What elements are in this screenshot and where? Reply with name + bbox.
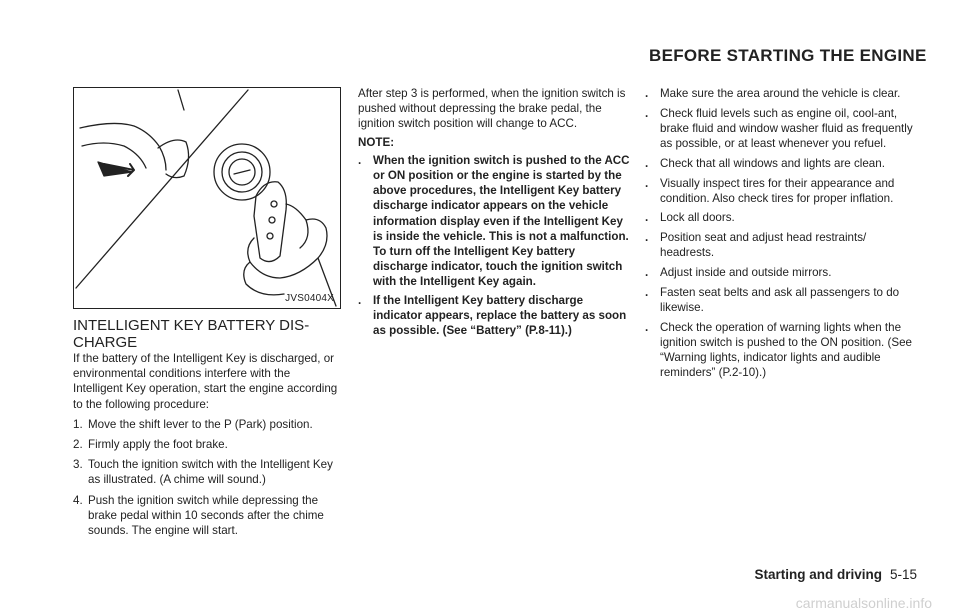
note-text: When the ignition switch is pushed to the ACC or ON position or the engine is started by the above procedures, the Intelligent Key battery discharge indicator appears on the vehicle information display even if the Intelligent Key is inside the vehicle. This is not a malfunction. To turn off the Intelligent Key battery discharge indicator, touch the ignition switch with the Intelligent Key again. — [373, 153, 630, 289]
step-number: 3. — [73, 458, 83, 472]
bullet: . — [645, 231, 649, 245]
step-text: Touch the ignition switch with the Intelligent Key as illustrated. (A chime will sound.) — [88, 458, 333, 487]
section-title-text: INTELLIGENT KEY BATTERY DIS- CHARGE — [73, 317, 310, 351]
checklist-item — [645, 176, 917, 206]
checklist-text: Lock all doors. — [660, 211, 735, 225]
running-header: BEFORE STARTING THE ENGINE — [649, 46, 927, 65]
figure-caption: JVS0404X — [285, 293, 334, 304]
bullet: . — [645, 106, 649, 120]
note-label: NOTE: — [358, 135, 395, 149]
column-2-text — [358, 86, 630, 338]
procedure-steps — [73, 417, 343, 538]
step-text: Firmly apply the foot brake. — [88, 438, 228, 452]
intelligent-key-illustration — [74, 88, 340, 308]
checklist-text: Check that all windows and lights are clean. — [660, 156, 885, 170]
checklist-text: Check the operation of warning lights when the ignition switch is pushed to the ON position. (See “Warning lights, indicator lights and audible reminders” (P.2-10).) — [660, 320, 912, 380]
checklist-text: Make sure the area around the vehicle is clear. — [660, 87, 901, 100]
section-title — [73, 317, 341, 351]
step-text: Move the shift lever to the P (Park) position. — [88, 417, 313, 431]
bullet: . — [358, 153, 362, 167]
checklist-item — [645, 265, 917, 280]
page-footer — [754, 567, 917, 582]
bullet: . — [645, 285, 649, 299]
checklist-text: Visually inspect tires for their appearance and condition. Also check tires for proper inflation. — [660, 176, 895, 205]
bullet: . — [358, 293, 362, 307]
checklist-item — [645, 210, 917, 225]
column-1-text — [73, 351, 343, 538]
bullet: . — [645, 156, 649, 170]
checklist-text: Fasten seat belts and ask all passengers to do likewise. — [660, 285, 900, 314]
note-text: If the Intelligent Key battery discharge indicator appears, replace the battery as soon as possible. (See “Battery” (P.8-11).) — [373, 293, 627, 338]
step-item — [73, 437, 343, 452]
step-number: 1. — [73, 417, 83, 431]
note-item — [358, 293, 630, 339]
checklist-item — [645, 230, 917, 260]
checklist-item — [645, 320, 917, 381]
illustration-figure — [73, 87, 341, 309]
step-number: 2. — [73, 438, 83, 452]
step-item — [73, 493, 343, 539]
step-item — [73, 457, 343, 487]
bullet: . — [645, 266, 649, 280]
bullet: . — [645, 211, 649, 225]
step-text: Push the ignition switch while depressing the brake pedal within 10 seconds after the chime sounds. The engine will start. — [88, 493, 324, 538]
footer-section: Starting and driving — [754, 567, 882, 582]
intro-paragraph: If the battery of the Intelligent Key is discharged, or environmental conditions interfere with the Intelligent Key operation, start the engine according to the following procedure: — [73, 352, 338, 411]
checklist-item — [645, 106, 917, 152]
step-item — [73, 417, 343, 432]
bullet: . — [645, 87, 649, 100]
checklist-item — [645, 285, 917, 315]
checklist-text: Adjust inside and outside mirrors. — [660, 266, 832, 280]
watermark: carmanualsonline.info — [795, 595, 932, 611]
note-item — [358, 153, 630, 290]
step-number: 4. — [73, 493, 83, 507]
column-3-checklist — [645, 86, 917, 380]
page-number: 5-15 — [889, 567, 917, 582]
after-step-paragraph: After step 3 is performed, when the ignition switch is pushed without depressing the brake pedal, the ignition switch position will change to ACC. — [358, 87, 626, 131]
bullet: . — [645, 176, 649, 190]
bullet: . — [645, 320, 649, 334]
checklist-item — [645, 86, 917, 101]
checklist-text: Position seat and adjust head restraints/ headrests. — [660, 231, 867, 260]
checklist-text: Check fluid levels such as engine oil, cool-ant, brake fluid and window washer fluid as frequently as possible, or at least whenever you refuel. — [660, 106, 913, 151]
checklist-item — [645, 156, 917, 171]
